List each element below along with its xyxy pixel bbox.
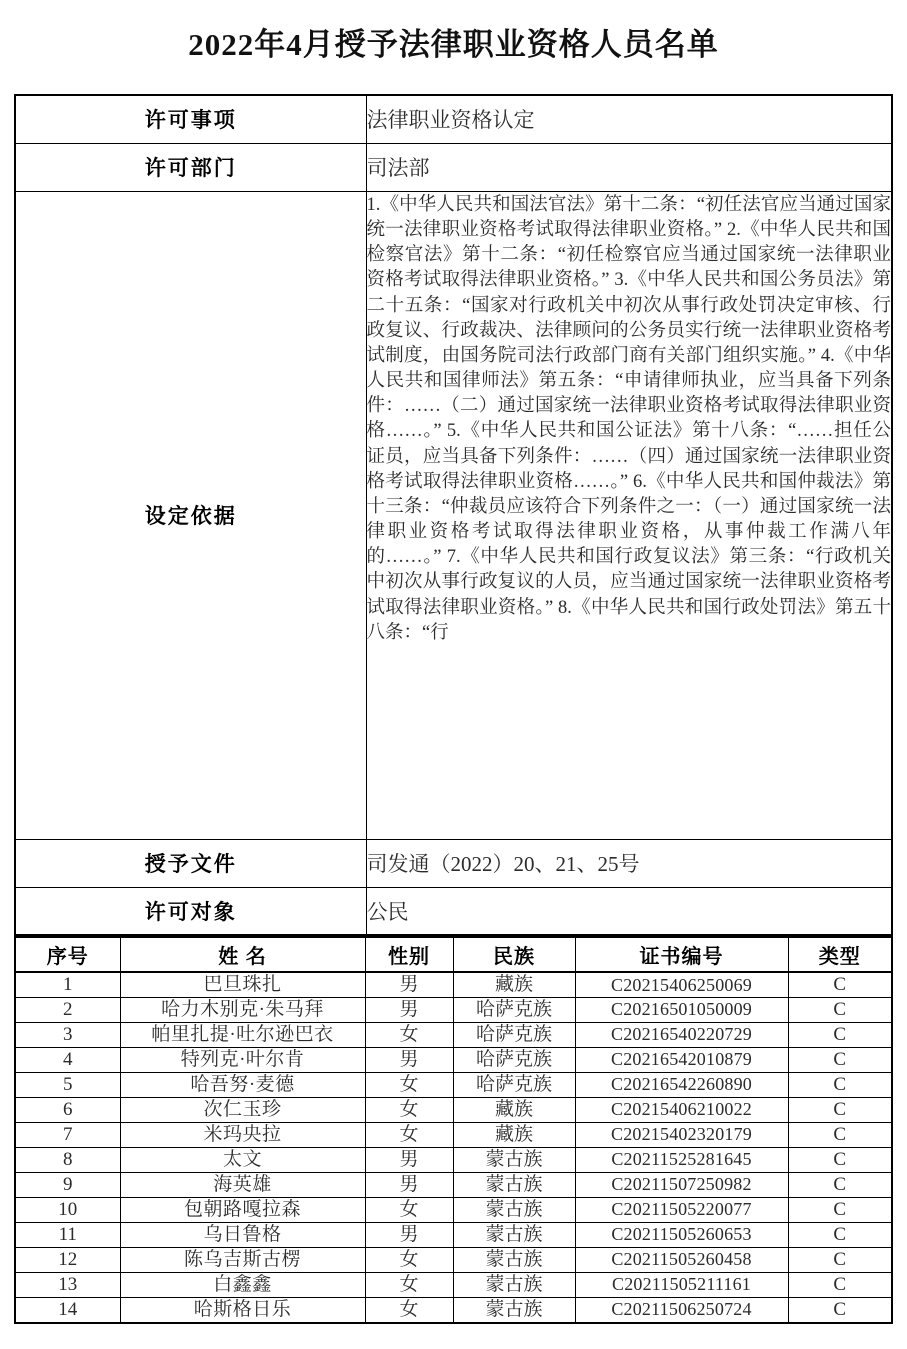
cell-index: 8	[15, 1147, 120, 1172]
cell-index: 13	[15, 1272, 120, 1297]
permit-info-table	[14, 94, 893, 936]
permit-subject-label: 许可对象	[15, 887, 366, 935]
table-row	[15, 143, 892, 191]
cell-cert: C20211505220077	[575, 1197, 788, 1222]
cell-type: C	[788, 1047, 892, 1072]
cell-sex: 女	[365, 1122, 453, 1147]
cell-type: C	[788, 1222, 892, 1247]
cell-cert: C20211505260653	[575, 1222, 788, 1247]
cell-ethnicity: 藏族	[453, 1097, 575, 1122]
cell-index: 9	[15, 1172, 120, 1197]
cell-ethnicity: 藏族	[453, 972, 575, 997]
column-header-type: 类型	[788, 937, 892, 972]
cell-cert: C20216542010879	[575, 1047, 788, 1072]
cell-sex: 女	[365, 1072, 453, 1097]
table-row	[15, 1297, 892, 1322]
table-row	[15, 1097, 892, 1122]
cell-index: 10	[15, 1197, 120, 1222]
cell-type: C	[788, 997, 892, 1022]
table-row	[15, 1172, 892, 1197]
cell-sex: 男	[365, 1047, 453, 1072]
cell-type: C	[788, 1022, 892, 1047]
cell-index: 12	[15, 1247, 120, 1272]
table-row	[15, 191, 892, 839]
table-row	[15, 1147, 892, 1172]
cell-sex: 女	[365, 1297, 453, 1322]
cell-sex: 女	[365, 1272, 453, 1297]
cell-name: 巴旦珠扎	[120, 972, 365, 997]
cell-cert: C20211507250982	[575, 1172, 788, 1197]
cell-name: 哈力木别克·朱马拜	[120, 997, 365, 1022]
cell-name: 包朝路嘎拉森	[120, 1197, 365, 1222]
cell-cert: C20211525281645	[575, 1147, 788, 1172]
cell-cert: C20215406250069	[575, 972, 788, 997]
permit-item-value: 法律职业资格认定	[366, 95, 892, 143]
cell-cert: C20211506250724	[575, 1297, 788, 1322]
cell-name: 太文	[120, 1147, 365, 1172]
cell-cert: C20211505211161	[575, 1272, 788, 1297]
cell-cert: C20215402320179	[575, 1122, 788, 1147]
table-row	[15, 1072, 892, 1097]
cell-name: 陈乌吉斯古楞	[120, 1247, 365, 1272]
cell-type: C	[788, 1272, 892, 1297]
person-list-table	[14, 936, 893, 1324]
permit-department-label: 许可部门	[15, 143, 366, 191]
permit-department-value: 司法部	[366, 143, 892, 191]
cell-cert: C20216542260890	[575, 1072, 788, 1097]
legal-basis-cell	[366, 191, 892, 839]
column-header-ethnicity: 民族	[453, 937, 575, 972]
cell-index: 14	[15, 1297, 120, 1322]
cell-index: 5	[15, 1072, 120, 1097]
cell-cert: C20216540220729	[575, 1022, 788, 1047]
cell-name: 哈斯格日乐	[120, 1297, 365, 1322]
permit-item-label: 许可事项	[15, 95, 366, 143]
cell-type: C	[788, 1097, 892, 1122]
table-row	[15, 1197, 892, 1222]
cell-type: C	[788, 972, 892, 997]
permit-subject-value: 公民	[366, 887, 892, 935]
cell-ethnicity: 蒙古族	[453, 1272, 575, 1297]
cell-sex: 男	[365, 1222, 453, 1247]
cell-index: 6	[15, 1097, 120, 1122]
cell-ethnicity: 哈萨克族	[453, 997, 575, 1022]
cell-name: 乌日鲁格	[120, 1222, 365, 1247]
cell-type: C	[788, 1172, 892, 1197]
grant-document-value: 司发通（2022）20、21、25号	[366, 839, 892, 887]
grant-document-label: 授予文件	[15, 839, 366, 887]
cell-type: C	[788, 1072, 892, 1097]
cell-name: 海英雄	[120, 1172, 365, 1197]
cell-index: 2	[15, 997, 120, 1022]
cell-type: C	[788, 1197, 892, 1222]
cell-ethnicity: 蒙古族	[453, 1197, 575, 1222]
table-row	[15, 997, 892, 1022]
table-row	[15, 1122, 892, 1147]
cell-index: 4	[15, 1047, 120, 1072]
cell-sex: 女	[365, 1097, 453, 1122]
table-row	[15, 972, 892, 997]
legal-basis-text: 1.《中华人民共和国法官法》第十二条：“初任法官应当通过国家统一法律职业资格考试取得法律职业资格。” 2.《中华人民共和国检察官法》第十二条：“初任检察官应当通过国家统一法律职业资格考试取得法律职业资格。” 3.《中华人民共和国公务员法》第二十五条：“国家对行政机关中初次从事行政处罚决定审核、行政复议、行政裁决、法律顾问的公务员实行统一法律职业资格考试制度，由国务院司法行政部门商有关部门组织实施。” 4.《中华人民共和国律师法》第五条：“申请律师执业，应当具备下列条件：……（二）通过国家统一法律职业资格考试取得法律职业资格……。” 5.《中华人民共和国公证法》第十八条：“……担任公证员，应当具备下列条件：……（四）通过国家统一法律职业资格考试取得法律职业资格……。” 6.《中华人民共和国仲裁法》第十三条：“仲裁员应该符合下列条件之一：（一）通过国家统一法律职业资格考试取得法律职业资格，从事仲裁工作满八年的……。” 7.《中华人民共和国行政复议法》第三条：“行政机关中初次从事行政复议的人员，应当通过国家统一法律职业资格考试取得法律职业资格。” 8.《中华人民共和国行政处罚法》第五十八条：“行	[366, 195, 891, 643]
cell-index: 7	[15, 1122, 120, 1147]
cell-index: 3	[15, 1022, 120, 1047]
cell-ethnicity: 哈萨克族	[453, 1022, 575, 1047]
cell-ethnicity: 蒙古族	[453, 1172, 575, 1197]
cell-sex: 男	[365, 1147, 453, 1172]
person-table-header-row	[15, 937, 892, 972]
cell-name: 特列克·叶尔肯	[120, 1047, 365, 1072]
table-row	[15, 1022, 892, 1047]
cell-name: 白鑫鑫	[120, 1272, 365, 1297]
page-title: 2022年4月授予法律职业资格人员名单	[188, 27, 719, 62]
cell-type: C	[788, 1247, 892, 1272]
cell-ethnicity: 蒙古族	[453, 1297, 575, 1322]
table-row	[15, 1247, 892, 1272]
table-row	[15, 1047, 892, 1072]
cell-ethnicity: 蒙古族	[453, 1247, 575, 1272]
column-header-index: 序号	[15, 937, 120, 972]
cell-ethnicity: 哈萨克族	[453, 1072, 575, 1097]
cell-ethnicity: 蒙古族	[453, 1147, 575, 1172]
column-header-name: 姓 名	[120, 937, 365, 972]
cell-name: 次仁玉珍	[120, 1097, 365, 1122]
table-row	[15, 887, 892, 935]
cell-ethnicity: 蒙古族	[453, 1222, 575, 1247]
cell-index: 11	[15, 1222, 120, 1247]
cell-type: C	[788, 1147, 892, 1172]
column-header-sex: 性别	[365, 937, 453, 972]
column-header-cert: 证书编号	[575, 937, 788, 972]
cell-cert: C20211505260458	[575, 1247, 788, 1272]
cell-ethnicity: 哈萨克族	[453, 1047, 575, 1072]
cell-name: 米玛央拉	[120, 1122, 365, 1147]
cell-name: 哈吾努·麦德	[120, 1072, 365, 1097]
document-table-container	[14, 94, 893, 1324]
cell-sex: 男	[365, 997, 453, 1022]
table-row	[15, 839, 892, 887]
cell-sex: 女	[365, 1022, 453, 1047]
cell-name: 帕里扎提·吐尔逊巴衣	[120, 1022, 365, 1047]
table-row	[15, 95, 892, 143]
cell-cert: C20215406210022	[575, 1097, 788, 1122]
cell-type: C	[788, 1122, 892, 1147]
legal-basis-text-container	[367, 193, 892, 837]
table-row	[15, 1272, 892, 1297]
person-table-body	[15, 972, 892, 1323]
cell-sex: 女	[365, 1247, 453, 1272]
cell-index: 1	[15, 972, 120, 997]
cell-sex: 男	[365, 1172, 453, 1197]
cell-type: C	[788, 1297, 892, 1322]
cell-sex: 男	[365, 972, 453, 997]
cell-ethnicity: 藏族	[453, 1122, 575, 1147]
cell-cert: C20216501050009	[575, 997, 788, 1022]
table-row	[15, 1222, 892, 1247]
cell-sex: 女	[365, 1197, 453, 1222]
legal-basis-label: 设定依据	[15, 191, 366, 839]
